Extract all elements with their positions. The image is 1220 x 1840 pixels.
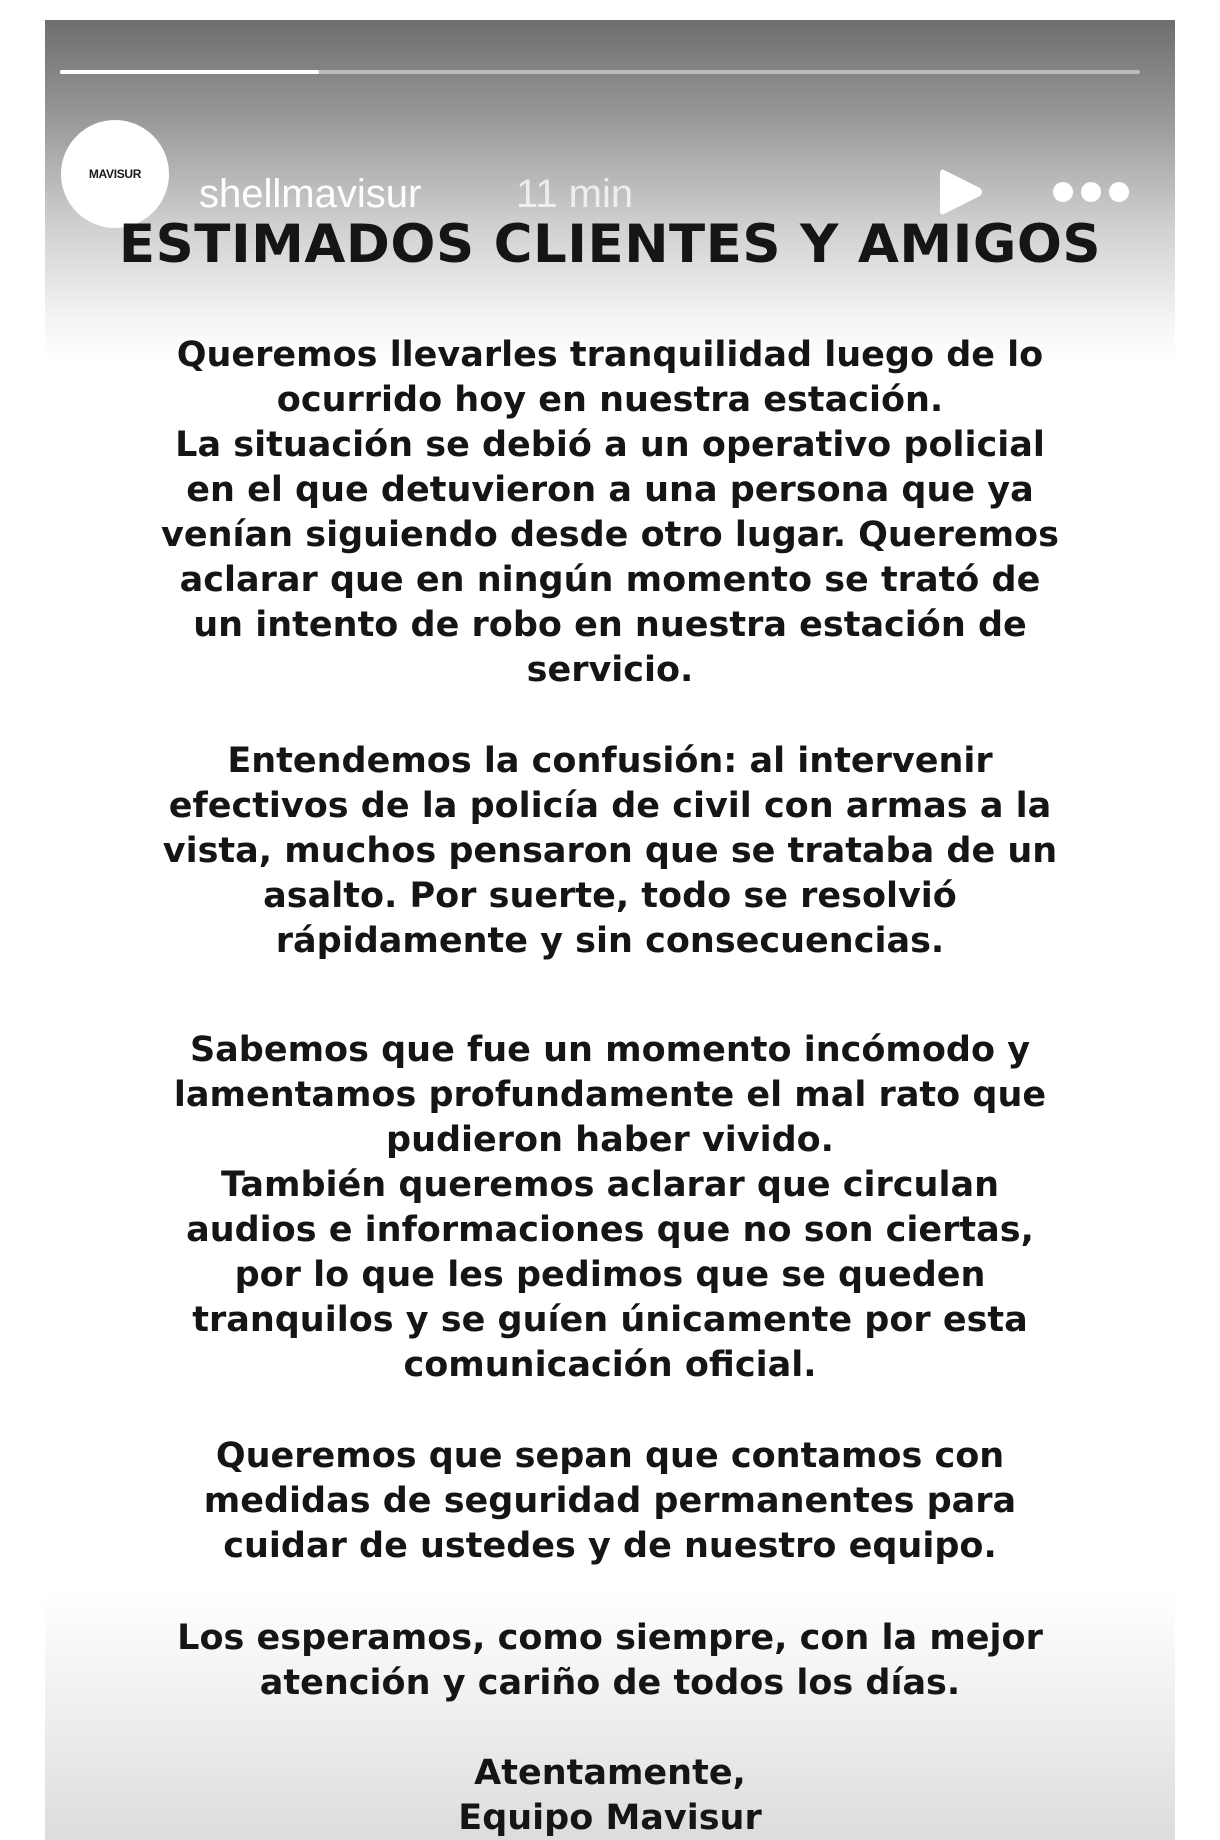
paragraph-3: Sabemos que fue un momento incómodo y lamentamos profundamente el mal rato que pudieron haber vivido. También queremos aclarar que circulan audios e informaciones que no son ciertas, por lo que les pedimos que se queden tranquilos y se guíen únicamente por esta comunicación oficial. [173,1030,1047,1385]
paragraph-5: Los esperamos, como siempre, con la mejor atención y cariño de todos los días. [177,1618,1043,1703]
story-progress-fill [60,70,319,74]
story-title: ESTIMADOS CLIENTES Y AMIGOS [118,214,1102,275]
post-time: 11 min [516,172,634,216]
paragraph-2: Entendemos la confusión: al intervenir efectivos de la policía de civil con armas a la vista, muchos pensaron que se trataba de un asalto. Por suerte, todo se resolvió rápidamente y sin consecuencias. [162,741,1058,961]
avatar[interactable] [61,120,169,228]
paragraph-1: Queremos llevarles tranquilidad luego de lo ocurrido hoy en nuestra estación. La situación se debió a un operativo policial en el que detuvieron a una persona que ya venían siguiendo desde otro lugar. Queremos aclarar que en ningún momento se trató de un intento de robo en nuestra estación de servicio. [161,335,1059,690]
paragraph-4: Queremos que sepan que contamos con medidas de seguridad permanentes para cuidar de ustedes y de nuestro equipo. [203,1436,1017,1566]
story-viewer[interactable] [45,20,1175,1840]
play-icon[interactable] [936,166,984,218]
story-progress-bar [60,70,1140,74]
username[interactable]: shellmavisur [199,172,422,216]
avatar-logo-text: MAVISUR [88,167,142,181]
signature: Atentamente, Equipo Mavisur [458,1753,762,1838]
more-options-icon[interactable] [1051,180,1131,204]
